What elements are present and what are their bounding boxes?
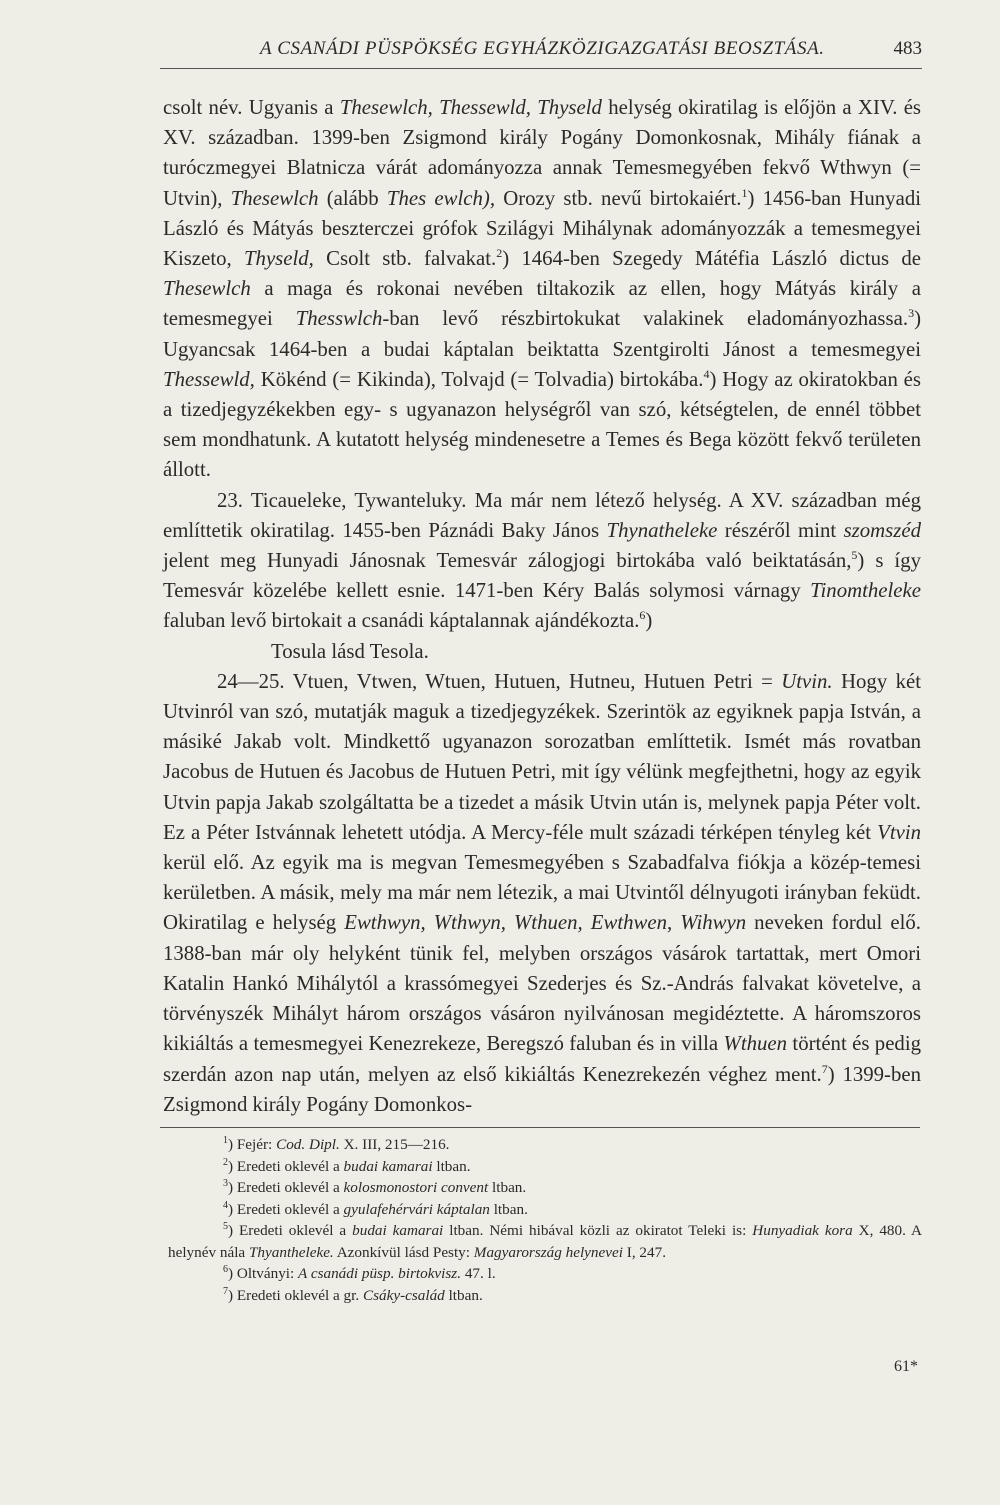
paragraph-utvin: 24—25. Vtuen, Vtwen, Wtuen, Hutuen, Hutneu, Hutuen Petri = Utvin. Hogy két Utvinról van szó, mutatják maguk a tizedjegyzékek. Szerintök az egyiknek papja István, a másiké Jakab volt. Mindkettő ugyanazon sorozatban említtetik. Ismét más rovatban Jacobus de Hutuen és Jacobus de Hutuen Petri, mit így vélünk megfejthetni, hogy az egyik Utvin papja Jakab szolgáltatta be a tizedet a másik Utvin után is, melynek papja Péter volt. Ez a Péter Istvánnak lehetett utódja. A Mercy-féle mult századi térképen tényleg két Vtvin kerül elő. Az egyik ma is megvan Temesmegyében s Szabadfalva fiókja a közép-temesi kerületben. A másik, mely ma már nem létezik, a mai Utvintől délnyugoti irányban feküdt. Okiratilag e helység Ewthwyn, Wthwyn, Wthuen, Ewthwen, Wihwyn neveken fordul elő. 1388-ban már oly helyként tünik fel, melyben országos vásárok tartattak, mert Omori Katalin Hankó Mihálytól a krassómegyei Szederjes és Sz.-András falvakat követelve, a törvényszék Mihályt három országos vásáron nyilvánosan megidéztette. A háromszoros kikiáltás a temesmegyei Kenezrekeze, Beregszó faluban és in villa Wthuen történt és pedig szerdán azon nap után, melyen az első kikiáltás Kenezrekezén véghez ment.$^7$) 1399-ben Zsigmond király Pogány Domonkos- (163, 669, 921, 1116)
footnote: $^2$) Eredeti oklevél a budai kamarai ltban. (223, 1156, 471, 1175)
page-number: 483 (893, 38, 922, 59)
footnotes (168, 1134, 922, 1306)
running-title: A CSANÁDI PÜSPÖKSÉG EGYHÁZKÖZIGAZGATÁSI BEOSZTÁSA. (260, 38, 825, 59)
footnote: $^6$) Oltványi: A csanádi püsp. birtokvisz. 47. l. (223, 1264, 496, 1282)
footnote: $^3$) Eredeti oklevél a kolosmonostori convent ltban. (223, 1178, 527, 1196)
footnote-ref: 5 (851, 548, 858, 563)
paragraph-tosula: Tosula lásd Tesola. (271, 639, 429, 663)
footnote-ref: 7 (821, 1061, 828, 1076)
footnote-ref: 2 (496, 246, 503, 261)
footnote: $^1$) Fejér: Cod. Dipl. X. III, 215—216. (223, 1135, 450, 1153)
signature-mark: 61* (894, 1358, 918, 1375)
footnote: $^5$) Eredeti oklevél a budai kamarai ltban. Némi hibával közli az okiratot Teleki is: Hunyadiak kora X, 480. A helynév nála Thyantheleke. Azonkívül lásd Pesty: Magyarország helynevei I, 247. (168, 1221, 922, 1261)
paragraph-csolt: csolt név. Ugyanis a Thesewlch, Thessewld, Thyseld helység okiratilag is előjön a XIV. és XV. században. 1399-ben Zsigmond király Pogány Domonkosnak, Mihály fiának a turóczmegyei Blatnicza várát adományozza annak Temesmegyében fekvő Wthwyn (= Utvin), Thesewlch (alább Thes ewlch), Orozy stb. nevű birtokaiért.$^1$) 1456-ban Hunyadi László és Mátyás beszterczei grófok Szilágyi Mihálynak adományozzák a temesmegyei Kiszeto, Thyseld, Csolt stb. falvakat.$^2$) 1464-ben Szegedy Mátéfia László dictus de Thesewlch a maga és rokonai nevében tiltakozik az ellen, hogy Mátyás király a temesmegyei Thesswlch-ban levő részbirtokukat valakinek eladományozhassa.$^3$) Ugyancsak 1464-ben a budai káptalan beiktatta Szentgirolti Jánost a temesmegyei Thessewld, Kökénd (= Kikinda), Tolvajd (= Tolvadia) birtokába.$^4$) Hogy az okiratokban és a tizedjegyzékekben egy- s ugyanazon helységről van szó, kétségtelen, de ennél többet sem mondhatunk. A kutatott helység mindenesetre a Temes és Bega között fekvő területen állott. (163, 96, 922, 482)
footnote-ref: 3 (908, 306, 915, 321)
paragraph-ticaueleke: 23. Ticaueleke, Tywanteluky. Ma már nem létező helység. A XV. században még említtetik okiratilag. 1455-ben Páznádi Baky János Thynatheleke részéről mint szomszéd jelent meg Hunyadi Jánosnak Temesvár zálogjogi birtokába való beiktatásán,$^5$) s így Temesvár közelébe kellett esnie. 1471-ben Kéry Balás solymosi várnagy Tinomtheleke faluban levő birtokait a csanádi káptalannak ajándékozta.$^6$) (163, 488, 921, 633)
footnote-ref: 6 (639, 608, 646, 623)
footnote-ref: 1 (741, 185, 748, 200)
footnote: $^4$) Eredeti oklevél a gyulafehérvári káptalan ltban. (223, 1199, 528, 1218)
header-rule (160, 68, 922, 69)
running-header (160, 38, 922, 68)
body-text (163, 93, 921, 1120)
footnote: $^7$) Eredeti oklevél a gr. Csáky-család ltban. (223, 1285, 483, 1304)
footnote-ref: 4 (703, 366, 710, 381)
footnote-rule (160, 1127, 920, 1128)
